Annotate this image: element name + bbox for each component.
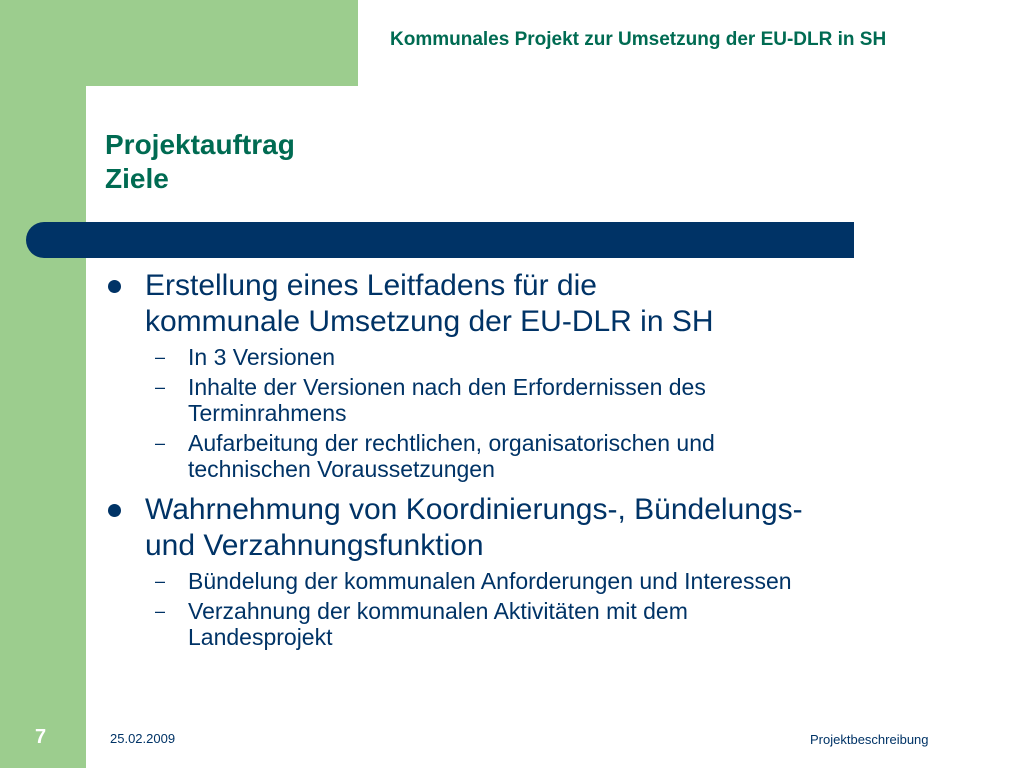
dash-icon: –	[155, 377, 166, 397]
page-number: 7	[35, 726, 47, 748]
top-green-band	[0, 0, 358, 86]
sub-bullet-item	[105, 374, 985, 426]
sub-bullet-line: Bündelung der kommunalen Anforderungen und Interessen	[188, 568, 792, 594]
sub-bullet-text	[188, 344, 985, 370]
sub-bullet-line: Verzahnung der kommunalen Aktivitäten mit dem	[188, 598, 688, 624]
sub-bullet-line: technischen Voraussetzungen	[188, 456, 495, 482]
footer-date: 25.02.2009	[110, 731, 176, 746]
bullet-dot-icon	[108, 504, 121, 517]
sub-bullet-item	[105, 568, 985, 594]
dash-icon: –	[155, 433, 166, 453]
bullet-text-line: Erstellung eines Leitfadens für die	[145, 269, 597, 302]
bullet-text-line: kommunale Umsetzung der EU-DLR in SH	[145, 305, 714, 338]
sub-bullet-line: Aufarbeitung der rechtlichen, organisatorischen und	[188, 430, 715, 456]
bullet-list	[105, 268, 985, 650]
sub-bullet-line: Inhalte der Versionen nach den Erfordernissen des	[188, 374, 706, 400]
title-divider-bar	[26, 222, 854, 258]
bullet-item	[105, 492, 985, 564]
bullet-text	[145, 492, 985, 564]
dash-icon: –	[155, 601, 166, 621]
header-title: Kommunales Projekt zur Umsetzung der EU-DLR in SH	[390, 29, 887, 50]
sub-bullet-text	[188, 598, 985, 650]
footer-label: Projektbeschreibung	[810, 732, 929, 747]
bullet-text-line: und Verzahnungsfunktion	[145, 529, 484, 562]
sub-bullet-item	[105, 344, 985, 370]
sub-bullet-item	[105, 430, 985, 482]
bullet-text-line: Wahrnehmung von Koordinierungs-, Bündelungs-	[145, 493, 803, 526]
dash-icon: –	[155, 571, 166, 591]
sub-bullet-text	[188, 430, 985, 482]
sub-bullet-item	[105, 598, 985, 650]
sub-bullet-line: Landesprojekt	[188, 624, 333, 650]
sub-bullet-text	[188, 568, 985, 594]
slide-subtitle-line: Ziele	[105, 163, 169, 194]
slide-title-line: Projektauftrag	[105, 129, 295, 160]
slide-title	[105, 128, 295, 196]
bullet-text	[145, 268, 985, 340]
sub-bullet-line: In 3 Versionen	[188, 344, 336, 370]
sub-bullet-line: Terminrahmens	[188, 400, 347, 426]
bullet-item	[105, 268, 985, 340]
left-green-band	[0, 0, 86, 768]
sub-bullet-text	[188, 374, 985, 426]
dash-icon: –	[155, 347, 166, 367]
bullet-dot-icon	[108, 280, 121, 293]
